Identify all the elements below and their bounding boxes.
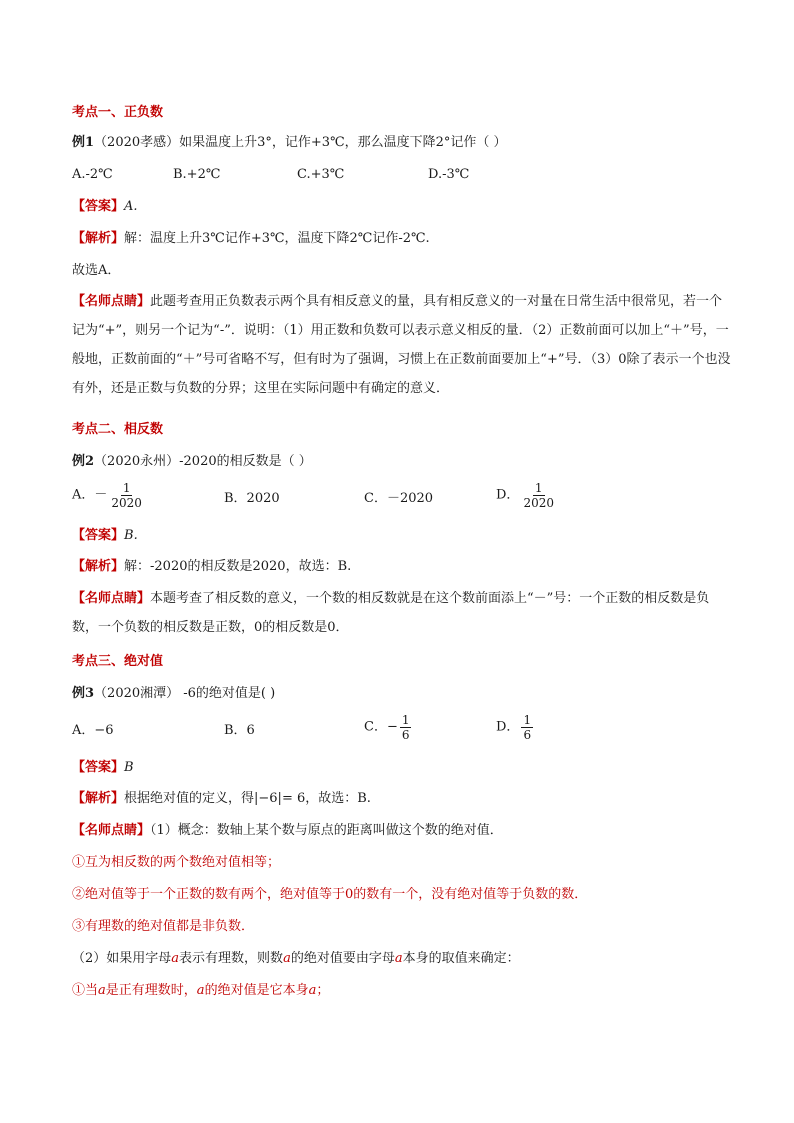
tip-label: 【名师点睛】 [72, 294, 151, 309]
fraction: $\frac{1}{6}$ [401, 713, 410, 742]
example-3-answer [72, 758, 732, 778]
example-3-tip [72, 821, 732, 841]
section-heading-3: 考点三、绝对值 [72, 654, 164, 669]
example-1-question [72, 133, 732, 153]
example-3-label: 例3 [72, 686, 95, 701]
option-b: B．2020 [224, 491, 280, 506]
example-2-text: （2020永州）-2020的相反数是（ ） [94, 454, 312, 469]
section-heading-1: 考点一、正负数 [72, 105, 164, 120]
option-c: C．− $\frac{1}{6}$ [364, 713, 410, 742]
example-2-options [72, 481, 732, 517]
answer-label: 【答案】 [72, 199, 125, 214]
answer-value: B [124, 760, 134, 775]
fraction: $\frac{1}{2020}$ [111, 481, 142, 510]
example-1-label: 例1 [72, 135, 95, 150]
tip-point-1: ①互为相反数的两个数绝对值相等； [72, 855, 281, 870]
example-2-analysis [72, 557, 732, 577]
option-c: C．－2020 [364, 491, 434, 506]
analysis-label: 【解析】 [72, 231, 125, 246]
analysis-text: 根据绝对值的定义，得|−6|= 6，故选：B. [124, 791, 371, 806]
analysis-label: 【解析】 [72, 559, 125, 574]
example-1-conclusion: 故选A． [72, 263, 121, 278]
option-d: D． $\frac{1}{6}$ [496, 713, 532, 742]
example-1-text: （2020孝感）如果温度上升3°，记作+3℃，那么温度下降2°记作（ ） [94, 135, 507, 150]
option-d: D.-3℃ [428, 167, 470, 182]
analysis-text: 解：温度上升3℃记作+3℃，温度下降2℃记作-2℃. [124, 231, 430, 246]
tip-2: （2）如果用字母a表示有理数，则数a的绝对值要由字母a本身的取值来确定： [72, 951, 520, 966]
tip-text: 此题考查用正负数表示两个具有相反意义的量，具有相反意义的一对量在日常生活中很常见，若一个记为“+”，则另一个记为“-”．说明：（1）用正数和负数可以表示意义相反的量．（2）正数前面可以加上“＋”号，一般地，正数前面的“＋”号可省略不写，但有时为了强调，习惯上在正数前面要加上“+”号．（3）0除了表示一个也没有外，还是正数与负数的分界；这里在实际问题中有确定的意义． [72, 294, 731, 396]
option-a: A．−6 [72, 723, 114, 738]
option-b: B．6 [224, 723, 255, 738]
example-1-analysis [72, 229, 732, 249]
section-heading-2: 考点二、相反数 [72, 422, 164, 437]
variable-a: a [196, 983, 205, 998]
answer-label: 【答案】 [72, 760, 125, 775]
option-a: A．－ $\frac{1}{2020}$ [72, 481, 142, 510]
tip-label: 【名师点睛】 [72, 591, 151, 606]
answer-value: A. [124, 199, 138, 214]
example-2-label: 例2 [72, 454, 95, 469]
tip-label: 【名师点睛】 [72, 823, 151, 838]
example-3-options [72, 713, 732, 749]
option-a: A.-2℃ [72, 167, 113, 182]
tip-point-2: ②绝对值等于一个正数的数有两个，绝对值等于0的数有一个，没有绝对值等于负数的数． [72, 887, 588, 902]
variable-a: a [171, 951, 180, 966]
analysis-label: 【解析】 [72, 791, 125, 806]
variable-a: a [98, 983, 106, 998]
option-d: D． $\frac{1}{2020}$ [496, 481, 554, 510]
tip-text: （1）概念：数轴上某个数与原点的距离叫做这个数的绝对值． [150, 823, 503, 838]
example-2-tip [72, 584, 732, 642]
variable-a: a [308, 983, 317, 998]
fraction: $\frac{1}{6}$ [523, 713, 532, 742]
example-1-tip [72, 287, 732, 403]
option-b: B.+2℃ [173, 167, 221, 182]
variable-a: a [283, 951, 291, 966]
answer-value: B. [124, 528, 138, 543]
tip-point-3: ③有理数的绝对值都是非负数． [72, 919, 255, 934]
analysis-text: 解：-2020的相反数是2020，故选：B. [124, 559, 352, 574]
answer-label: 【答案】 [72, 528, 125, 543]
tip-text: 本题考查了相反数的意义，一个数的相反数就是在这个数前面添上“－”号：一个正数的相反数是负数，一个负数的相反数是正数，0的相反数是0． [72, 591, 710, 635]
example-1-answer [72, 197, 732, 217]
example-3-analysis [72, 789, 732, 809]
fraction: $\frac{1}{2020}$ [523, 481, 554, 510]
example-3-text: （2020湘潭） -6的绝对值是( ) [94, 686, 276, 701]
option-c: C.+3℃ [297, 167, 345, 182]
example-2-answer [72, 526, 732, 546]
variable-a: a [394, 951, 403, 966]
tip-point-4: ①当a是正有理数时，a的绝对值是它本身a； [72, 983, 330, 998]
example-1-options [72, 165, 732, 185]
example-2-question [72, 452, 732, 472]
example-3-question [72, 684, 732, 704]
